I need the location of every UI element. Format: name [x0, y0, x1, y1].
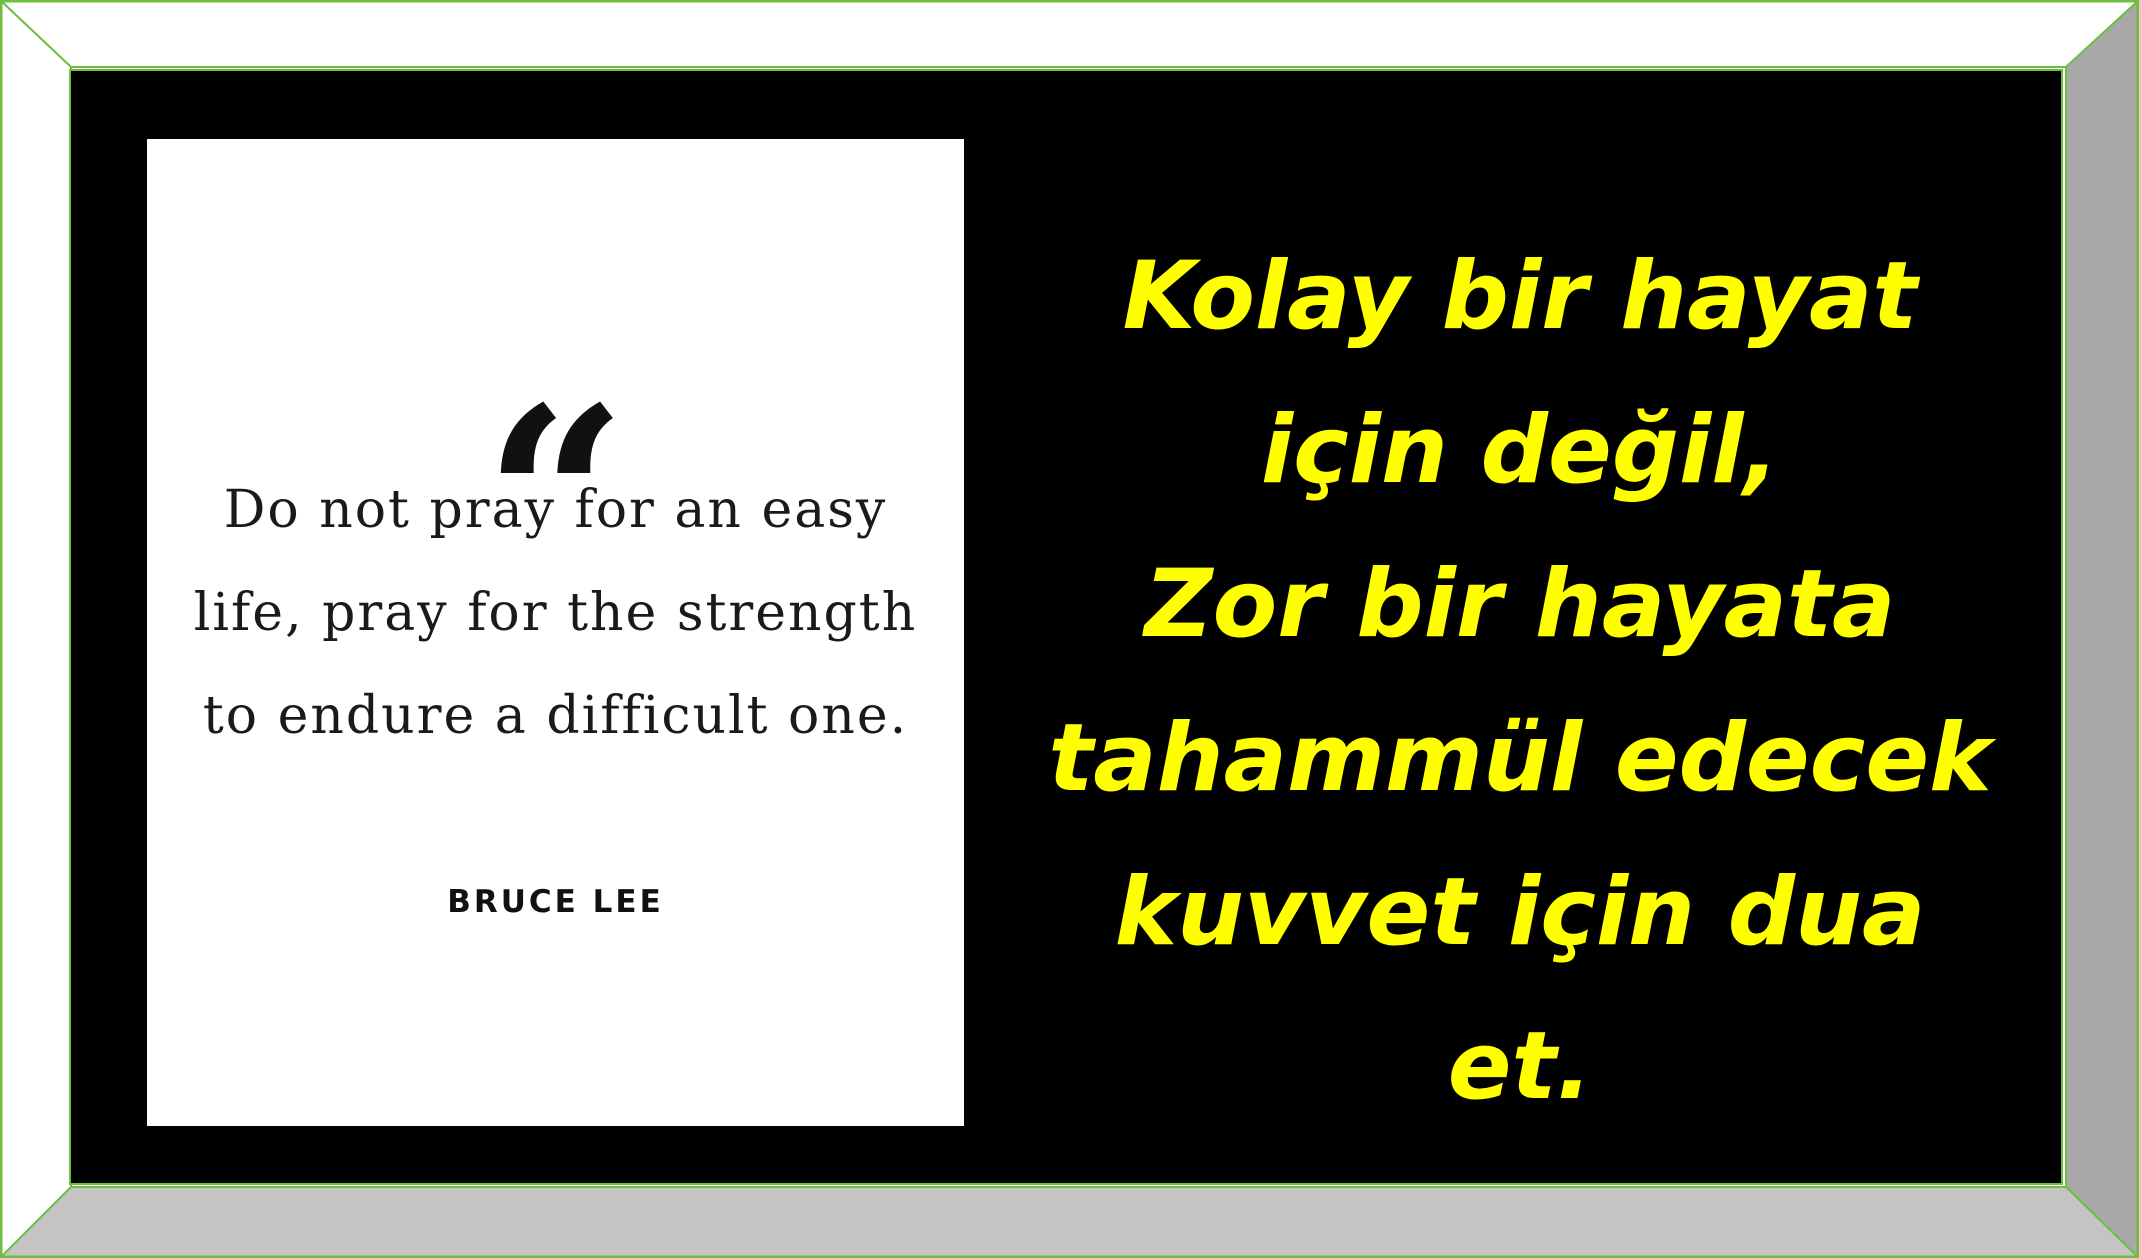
translation-line: et.: [1447, 1012, 1593, 1121]
translation-line: Kolay bir hayat: [1122, 242, 1918, 351]
translation-line: için değil,: [1260, 396, 1780, 505]
turkish-translation: [990, 220, 2050, 1144]
quote-card: [147, 139, 964, 1126]
left-double-quote-icon: “: [483, 352, 628, 646]
translation-line: kuvvet için dua: [1114, 858, 1926, 967]
quote-text: Do not pray for an easy life, pray for the strength to endure a difficult one.: [193, 480, 918, 746]
translation-line: Zor bir hayata: [1144, 550, 1896, 659]
quote-author: BRUCE LEE: [447, 884, 664, 920]
translation-line: tahammül edecek: [1048, 704, 1992, 813]
